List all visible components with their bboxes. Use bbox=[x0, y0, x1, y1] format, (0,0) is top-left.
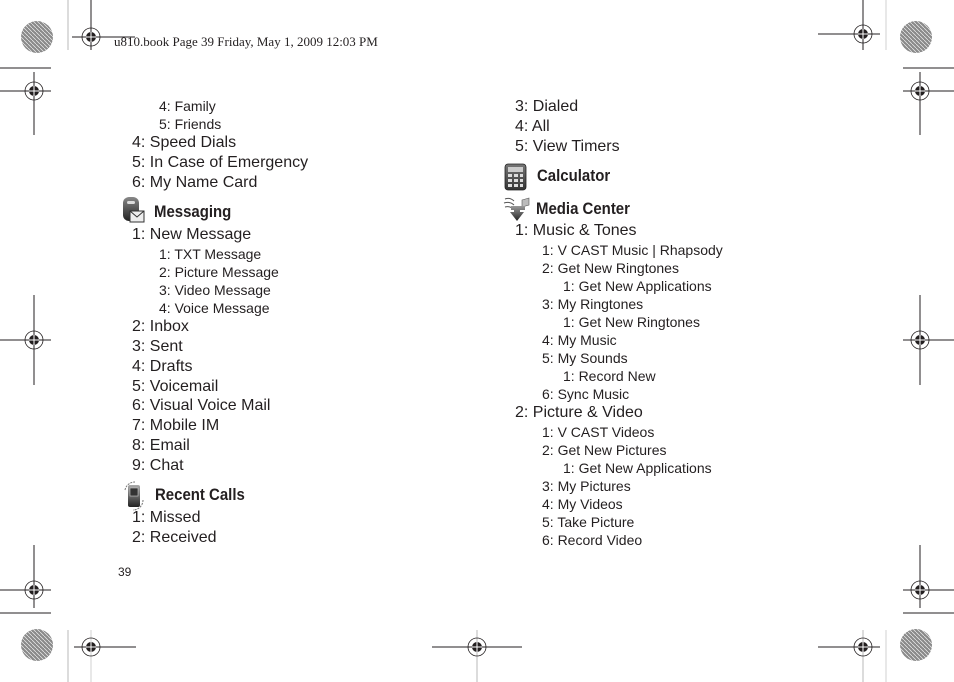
menu-item: 1: Music & Tones bbox=[515, 222, 637, 239]
menu-item: 1: V CAST Music | Rhapsody bbox=[542, 242, 723, 258]
starburst-mark-bottom-left bbox=[21, 629, 53, 661]
menu-item: 5: Friends bbox=[159, 116, 222, 132]
media-center-icon bbox=[502, 196, 532, 222]
menu-item: 4: Voice Message bbox=[159, 300, 270, 316]
menu-item: 7: Mobile IM bbox=[132, 417, 220, 434]
menu-item: 5: My Sounds bbox=[542, 350, 628, 366]
menu-item: 5: Voicemail bbox=[132, 378, 219, 395]
menu-item: 8: Email bbox=[132, 437, 190, 454]
calculator-icon bbox=[504, 163, 528, 191]
menu-item: 4: Speed Dials bbox=[132, 134, 237, 151]
menu-item: 2: Inbox bbox=[132, 318, 189, 335]
starburst-mark-bottom-right bbox=[900, 629, 932, 661]
menu-item: 6: Visual Voice Mail bbox=[132, 397, 271, 414]
menu-item: 3: Sent bbox=[132, 338, 183, 355]
menu-item: 2: Get New Ringtones bbox=[542, 260, 679, 276]
menu-item: 6: Record Video bbox=[542, 532, 643, 548]
menu-item: 9: Chat bbox=[132, 457, 184, 474]
menu-item: 6: Sync Music bbox=[542, 386, 630, 402]
section-heading-recent-calls: Recent Calls bbox=[155, 485, 245, 504]
messaging-icon bbox=[121, 196, 145, 226]
menu-item: 5: In Case of Emergency bbox=[132, 154, 309, 171]
menu-item: 2: Received bbox=[132, 529, 217, 546]
page-number: 39 bbox=[118, 565, 132, 579]
menu-item: 3: Video Message bbox=[159, 282, 271, 298]
menu-item: 2: Get New Pictures bbox=[542, 442, 667, 458]
menu-item: 1: Get New Ringtones bbox=[563, 314, 700, 330]
menu-item: 3: Dialed bbox=[515, 98, 579, 115]
menu-item: 3: My Ringtones bbox=[542, 296, 644, 312]
menu-item: 4: Drafts bbox=[132, 358, 193, 375]
menu-item: 1: V CAST Videos bbox=[542, 424, 655, 440]
menu-item: 5: View Timers bbox=[515, 138, 620, 155]
menu-item: 4: My Videos bbox=[542, 496, 623, 512]
menu-item: 1: TXT Message bbox=[159, 246, 262, 262]
menu-item: 2: Picture Message bbox=[159, 264, 279, 280]
menu-item: 4: All bbox=[515, 118, 550, 135]
starburst-mark-top-right bbox=[900, 21, 932, 53]
menu-item: 4: Family bbox=[159, 98, 216, 114]
section-heading-messaging: Messaging bbox=[154, 202, 232, 221]
menu-item: 1: New Message bbox=[132, 226, 252, 243]
menu-item: 1: Get New Applications bbox=[563, 278, 712, 294]
section-heading-calculator: Calculator bbox=[537, 166, 611, 185]
menu-item: 1: Get New Applications bbox=[563, 460, 712, 476]
menu-item: 1: Missed bbox=[132, 509, 201, 526]
menu-item: 1: Record New bbox=[563, 368, 656, 384]
menu-item: 3: My Pictures bbox=[542, 478, 631, 494]
menu-item: 6: My Name Card bbox=[132, 174, 258, 191]
menu-item: 2: Picture & Video bbox=[515, 404, 643, 421]
menu-item: 5: Take Picture bbox=[542, 514, 635, 530]
section-heading-media-center: Media Center bbox=[536, 199, 630, 218]
book-slug-header: u810.book Page 39 Friday, May 1, 2009 12:03 PM bbox=[114, 34, 378, 49]
menu-item: 4: My Music bbox=[542, 332, 617, 348]
starburst-mark-top-left bbox=[21, 21, 53, 53]
